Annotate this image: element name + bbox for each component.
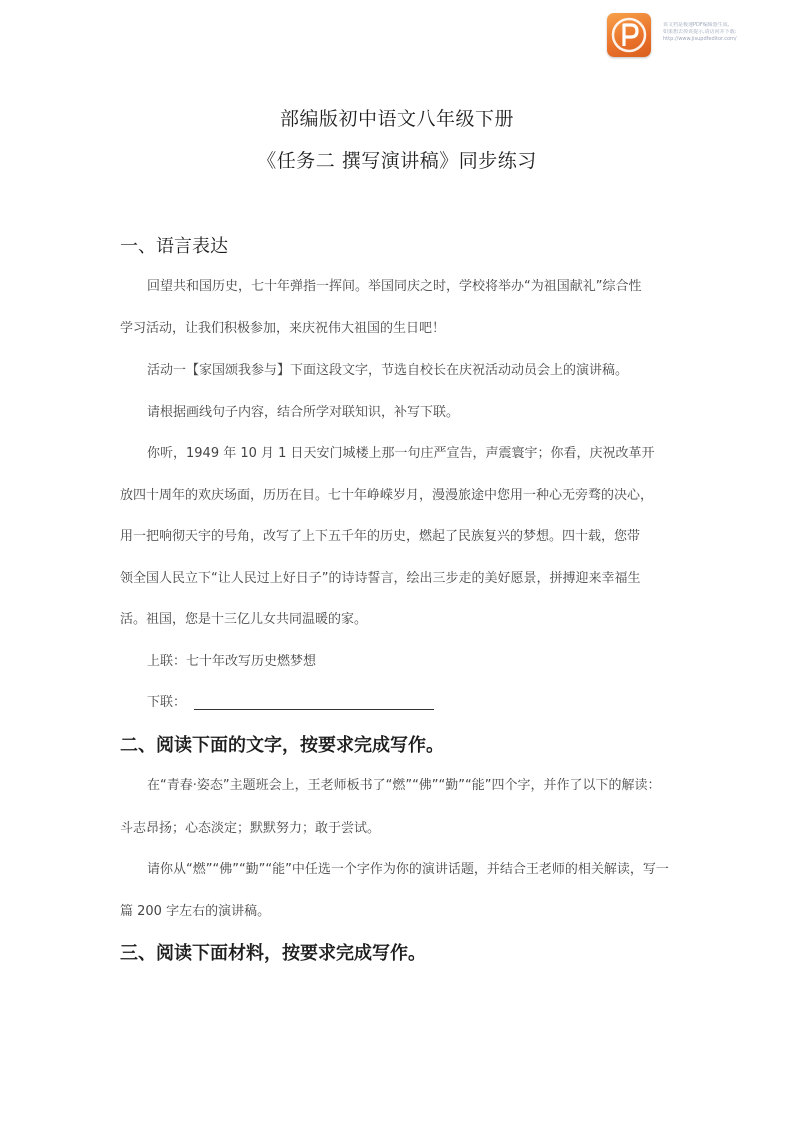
paragraph-line: 回望共和国历史，七十年弹指一挥间。举国同庆之时，学校将举办“为祖国献礼”综合性: [147, 279, 642, 294]
paragraph-line: 请你从“燃”“佛”“勤”“能”中任选一个字作为你的演讲话题，并结合王老师的相关解读，写一: [147, 862, 669, 877]
paragraph-line: 在“青春·姿态”主题班会上，王老师板书了“燃”“佛”“勤”“能”四个字，并作了以下的解读：: [147, 778, 661, 793]
paragraph-line: 学习活动，让我们积极参加，来庆祝伟大祖国的生日吧！: [120, 321, 446, 336]
lower-couplet-row: [147, 691, 707, 710]
activity-line: 活动一【家国颂我参与】下面这段文字，节选自校长在庆祝活动动员会上的演讲稿。: [147, 363, 629, 378]
paragraph-line: 篇 200 字左右的演讲稿。: [120, 904, 271, 919]
watermark-line: 该文档是极速PDF编辑器生成,: [663, 22, 730, 28]
pdf-editor-logo: [607, 13, 651, 57]
passage-line: 用一把响彻天宇的号角，改写了上下五千年的历史，燃起了民族复兴的梦想。四十载，您带: [120, 529, 641, 544]
passage-line: 领全国人民立下“让人民过上好日子”的诗诗誓言，绘出三步走的美好愿景，拼搏迎来幸福生: [120, 571, 641, 586]
passage-line: 你听，1949 年 10 月 1 日天安门城楼上那一句庄严宣告，声震寰宇；你看，庆祝改革开: [147, 446, 655, 461]
section-heading-1: 一、语言表达: [120, 236, 228, 257]
section-heading-2: 二、阅读下面的文字，按要求完成写作。: [120, 735, 444, 756]
watermark-line: http://www.jisupdfeditor.com/: [663, 36, 737, 42]
document-title: 部编版初中语文八年级下册: [279, 108, 514, 130]
paragraph-line: 斗志昂扬；心态淡定；默默努力；敢于尝试。: [120, 821, 381, 836]
watermark-note: [663, 22, 789, 43]
p-letter-icon: [607, 13, 651, 57]
lower-couplet-label: 下联：: [147, 695, 187, 710]
upper-couplet: 上联：七十年改写历史燃梦想: [147, 654, 317, 669]
answer-blank-line[interactable]: [194, 697, 434, 710]
passage-line: 放四十周年的欢庆场面，历历在目。七十年峥嵘岁月，漫漫旅途中您用一种心无旁骛的决心，: [120, 488, 654, 503]
document-subtitle: 《任务二 撰写演讲稿》同步练习: [257, 150, 537, 172]
watermark-line: 如果想去掉该提示,请访问并下载:: [663, 29, 737, 35]
instruction-line: 请根据画线句子内容，结合所学对联知识，补写下联。: [147, 405, 460, 420]
passage-line: 活。祖国，您是十三亿儿女共同温暖的家。: [120, 612, 368, 627]
section-heading-3: 三、阅读下面材料，按要求完成写作。: [120, 943, 426, 964]
